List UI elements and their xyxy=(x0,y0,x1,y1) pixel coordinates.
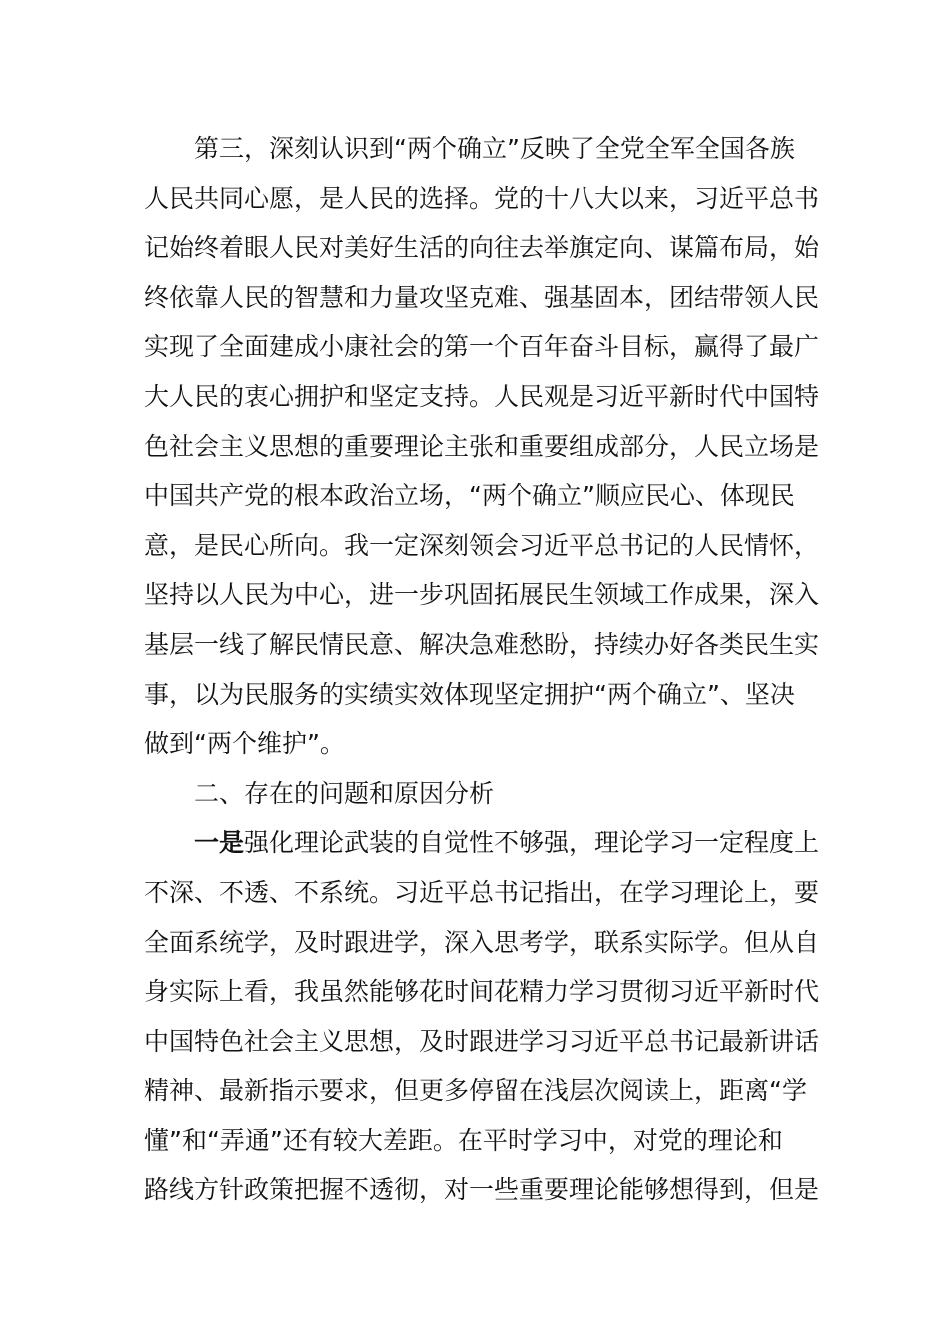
paragraph-line: 事，以为民服务的实绩实效体现坚定拥护“两个确立”、坚决 xyxy=(144,679,795,709)
paragraph-1 xyxy=(144,124,820,769)
paragraph-first-line xyxy=(144,818,820,868)
paragraph-line: 不深、不透、不系统。习近平总书记指出，在学习理论上，要 xyxy=(144,877,820,907)
section-heading: 二、存在的问题和原因分析 xyxy=(194,778,495,808)
paragraph-line: 基层一线了解民情民意、解决急难愁盼，持续办好各类民生实 xyxy=(144,629,820,659)
lead-bold-text: 一是 xyxy=(194,828,245,858)
paragraph-line: 坚持以人民为中心，进一步巩固拓展民生领域工作成果，深入 xyxy=(144,580,820,610)
paragraph-line: 全面系统学，及时跟进学，深入思考学，联系实际学。但从自 xyxy=(144,927,820,957)
paragraph-line: 路线方针政策把握不透彻，对一些重要理论能够想得到，但是 xyxy=(144,1175,820,1205)
paragraph-line: 记始终着眼人民对美好生活的向往去举旗定向、谋篇布局，始 xyxy=(144,233,820,263)
paragraph-line: 身实际上看，我虽然能够花时间花精力学习贯彻习近平新时代 xyxy=(144,977,820,1007)
first-line-rest: 强化理论武装的自觉性不够强，理论学习一定程度上 xyxy=(244,828,820,858)
paragraph-line: 中国特色社会主义思想，及时跟进学习习近平总书记最新讲话 xyxy=(144,1026,820,1056)
paragraph-line: 懂”和“弄通”还有较大差距。在平时学习中，对党的理论和 xyxy=(144,1125,783,1155)
paragraph-2 xyxy=(144,818,820,1215)
paragraph-line: 大人民的衷心拥护和坚定支持。人民观是习近平新时代中国特 xyxy=(144,381,820,411)
paragraph-line: 中国共产党的根本政治立场，“两个确立”顺应民心、体现民 xyxy=(144,481,795,511)
paragraph-line: 精神、最新指示要求，但更多停留在浅层次阅读上，距离“学 xyxy=(144,1076,807,1106)
paragraph-line: 实现了全面建成小康社会的第一个百年奋斗目标，赢得了最广 xyxy=(144,332,820,362)
paragraph-line: 意，是民心所向。我一定深刻领会习近平总书记的人民情怀， xyxy=(144,530,820,560)
paragraph-line: 人民共同心愿，是人民的选择。党的十八大以来，习近平总书 xyxy=(144,183,820,213)
paragraph-line: 终依靠人民的智慧和力量攻坚克难、强基固本，团结带领人民 xyxy=(144,282,820,312)
paragraph-line: 色社会主义思想的重要理论主张和重要组成部分，人民立场是 xyxy=(144,431,820,461)
paragraph-line: 第三，深刻认识到“两个确立”反映了全党全军全国各族 xyxy=(194,134,795,163)
paragraph-line: 做到“两个维护”。 xyxy=(144,729,345,759)
body-text xyxy=(144,124,820,1215)
